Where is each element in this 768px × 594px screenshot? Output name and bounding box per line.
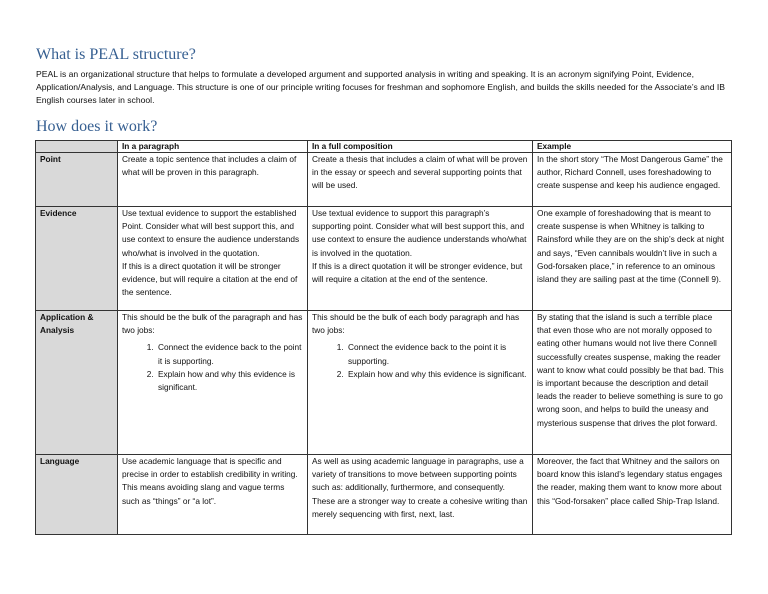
cell-text: If this is a direct quotation it will be stronger evidence, but will require a citation at the end of the sentence. (122, 260, 298, 298)
header-example: Example (533, 141, 732, 153)
row-label: Language (36, 455, 118, 535)
cell-composition (308, 311, 533, 455)
heading-how-does-it-work: How does it work? (36, 118, 158, 135)
row-label: Evidence (36, 207, 118, 311)
cell-text: Use textual evidence to support this paragraph’s supporting point. Consider what will best support this, and use context to ensure the audience understands who/what is involved in the quotation. (312, 208, 527, 258)
heading-what-is-peal: What is PEAL structure? (36, 46, 196, 63)
cell-example: By stating that the island is such a terrible place that even those who are not morally opposed to eating other humans would not live there Connell successfully creates suspense, making the reader want to know what could possibly be that bad. This is important because the description and detail leads the reader to believe something is sure to go wrong soon, and helps to build the uneasy and mysterious suspense that drives the plot forward. (533, 311, 732, 455)
intro-paragraph: PEAL is an organizational structure that helps to formulate a developed argument and supported analysis in writing and speaking. It is an acronym signifying Point, Evidence, Application/Analysis, and Language. This structure is one of our principle writing focuses for freshman and sophomore English, and builds the skills needed for the Associate’s and IB English courses later in school. (36, 69, 726, 105)
cell-text: If this is a direct quotation it will be stronger evidence, but will require a citation at the end of the sentence. (312, 260, 523, 285)
cell-example: Moreover, the fact that Whitney and the sailors on board know this island’s legendary status engages the reader, making them want to know more about this “God-forsaken” place called Ship-Trap Island. (533, 455, 732, 535)
table-row-point (36, 153, 732, 207)
cell-paragraph: Create a topic sentence that includes a claim of what will be proven in this paragraph. (118, 153, 308, 207)
cell-text: Use textual evidence to support the established Point. Consider what will best support this, and use context to ensure the audience understands who/what is involved in the quotation. (122, 208, 300, 258)
cell-composition: Create a thesis that includes a claim of what will be proven in the essay or speech and several supporting points that will be used. (308, 153, 533, 207)
cell-example: One example of foreshadowing that is meant to create suspense is when Whitney is talking to Rainsford while they are on the ship’s deck at night and says, “Even cannibals wouldn’t live in such a God-forsaken place,” in reference to an ominous island they are sailing past at the time (Connell 9). (533, 207, 732, 311)
cell-composition (308, 207, 533, 311)
cell-paragraph (118, 207, 308, 311)
row-label: Application & Analysis (36, 311, 118, 455)
jobs-list (122, 341, 303, 394)
table-row-language (36, 455, 732, 535)
cell-text: This should be the bulk of each body paragraph and has two jobs: (312, 312, 520, 336)
header-paragraph: In a paragraph (118, 141, 308, 153)
list-item: 2. Explain how and why this evidence is significant. (346, 368, 528, 381)
list-item: 1. Connect the evidence back to the point it is supporting. (156, 341, 303, 367)
peal-table (35, 140, 732, 535)
list-item: 2. Explain how and why this evidence is significant. (156, 368, 303, 394)
header-composition: In a full composition (308, 141, 533, 153)
jobs-list (312, 341, 528, 381)
table-row-application (36, 311, 732, 455)
cell-example: In the short story “The Most Dangerous Game” the author, Richard Connell, uses foreshadowing to create suspense and keep his audience engaged. (533, 153, 732, 207)
table-header-row (36, 141, 732, 153)
cell-text: This should be the bulk of the paragraph and has two jobs: (122, 312, 303, 336)
table-row-evidence (36, 207, 732, 311)
cell-composition: As well as using academic language in paragraphs, use a variety of transitions to move between supporting points such as: additionally, furthermore, and consequently. These are a stronger way to create a cohesive writing than merely sequencing with first, next, last. (308, 455, 533, 535)
header-blank (36, 141, 118, 153)
cell-paragraph: Use academic language that is specific and precise in order to establish credibility in writing. This means avoiding slang and vague terms such as “things” or “a lot”. (118, 455, 308, 535)
list-item: 1. Connect the evidence back to the point it is supporting. (346, 341, 528, 367)
row-label: Point (36, 153, 118, 207)
cell-paragraph (118, 311, 308, 455)
